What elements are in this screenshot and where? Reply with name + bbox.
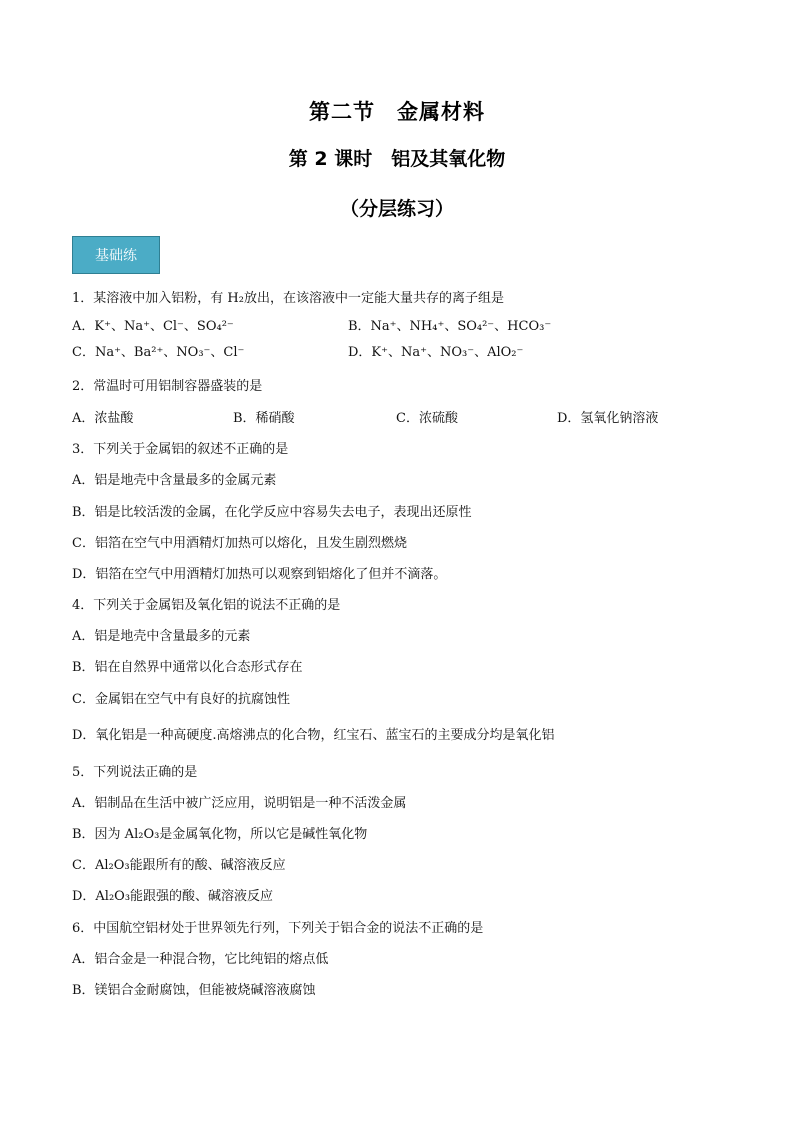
question-6-stem: 6．中国航空铝材处于世界领先行列，下列关于铝合金的说法不正确的是 [72,921,484,936]
question-3-option-a: A．铝是地壳中含量最多的金属元素 [72,473,277,488]
question-4-option-a: A．铝是地壳中含量最多的元素 [72,629,251,644]
question-2-option-b: B．稀硝酸 [233,411,295,426]
question-2-option-a: A．浓盐酸 [72,411,134,426]
basic-practice-badge: 基础练 [72,236,160,274]
question-4-option-d: D．氧化铝是一种高硬度.高熔沸点的化合物，红宝石、蓝宝石的主要成分均是氧化铝 [72,728,555,743]
question-3-option-b: B．铝是比较活泼的金属，在化学反应中容易失去电子，表现出还原性 [72,505,472,520]
question-5-option-b: B．因为 Al₂O₃是金属氧化物，所以它是碱性氧化物 [72,827,368,842]
question-4-option-c: C．金属铝在空气中有良好的抗腐蚀性 [72,692,290,707]
question-5-option-a: A．铝制品在生活中被广泛应用，说明铝是一种不活泼金属 [72,796,407,811]
question-5-option-d: D．Al₂O₃能跟强的酸、碱溶液反应 [72,889,274,904]
question-1-option-d: D．K⁺、Na⁺、NO₃⁻、AlO₂⁻ [348,345,524,360]
question-6-option-a: A．铝合金是一种混合物，它比纯铝的熔点低 [72,952,329,967]
question-1-option-c: C．Na⁺、Ba²⁺、NO₃⁻、Cl⁻ [72,345,245,360]
question-2-option-d: D．氢氧化钠溶液 [557,411,659,426]
question-5-stem: 5．下列说法正确的是 [72,765,198,780]
question-3-option-c: C．铝箔在空气中用酒精灯加热可以熔化，且发生剧烈燃烧 [72,536,407,551]
lesson-title: 第 2 课时 铝及其氧化物 [288,148,506,170]
question-1-stem: 1．某溶液中加入铝粉，有 H₂放出，在该溶液中一定能大量共存的离子组是 [72,291,504,306]
question-1-option-a: A．K⁺、Na⁺、Cl⁻、SO₄²⁻ [72,319,234,334]
question-2-stem: 2．常温时可用铝制容器盛装的是 [72,379,263,394]
practice-tag: （分层练习） [339,198,454,220]
question-4-option-b: B．铝在自然界中通常以化合态形式存在 [72,660,303,675]
section-title: 第二节 金属材料 [309,100,485,124]
question-5-option-c: C．Al₂O₃能跟所有的酸、碱溶液反应 [72,858,286,873]
question-1-option-b: B．Na⁺、NH₄⁺、SO₄²⁻、HCO₃⁻ [348,319,552,334]
question-3-option-d: D．铝箔在空气中用酒精灯加热可以观察到铝熔化了但并不滴落。 [72,567,447,582]
question-2-option-c: C．浓硫酸 [396,411,458,426]
question-4-stem: 4．下列关于金属铝及氧化铝的说法不正确的是 [72,598,341,613]
question-3-stem: 3．下列关于金属铝的叙述不正确的是 [72,442,289,457]
question-6-option-b: B．镁铝合金耐腐蚀，但能被烧碱溶液腐蚀 [72,983,316,998]
